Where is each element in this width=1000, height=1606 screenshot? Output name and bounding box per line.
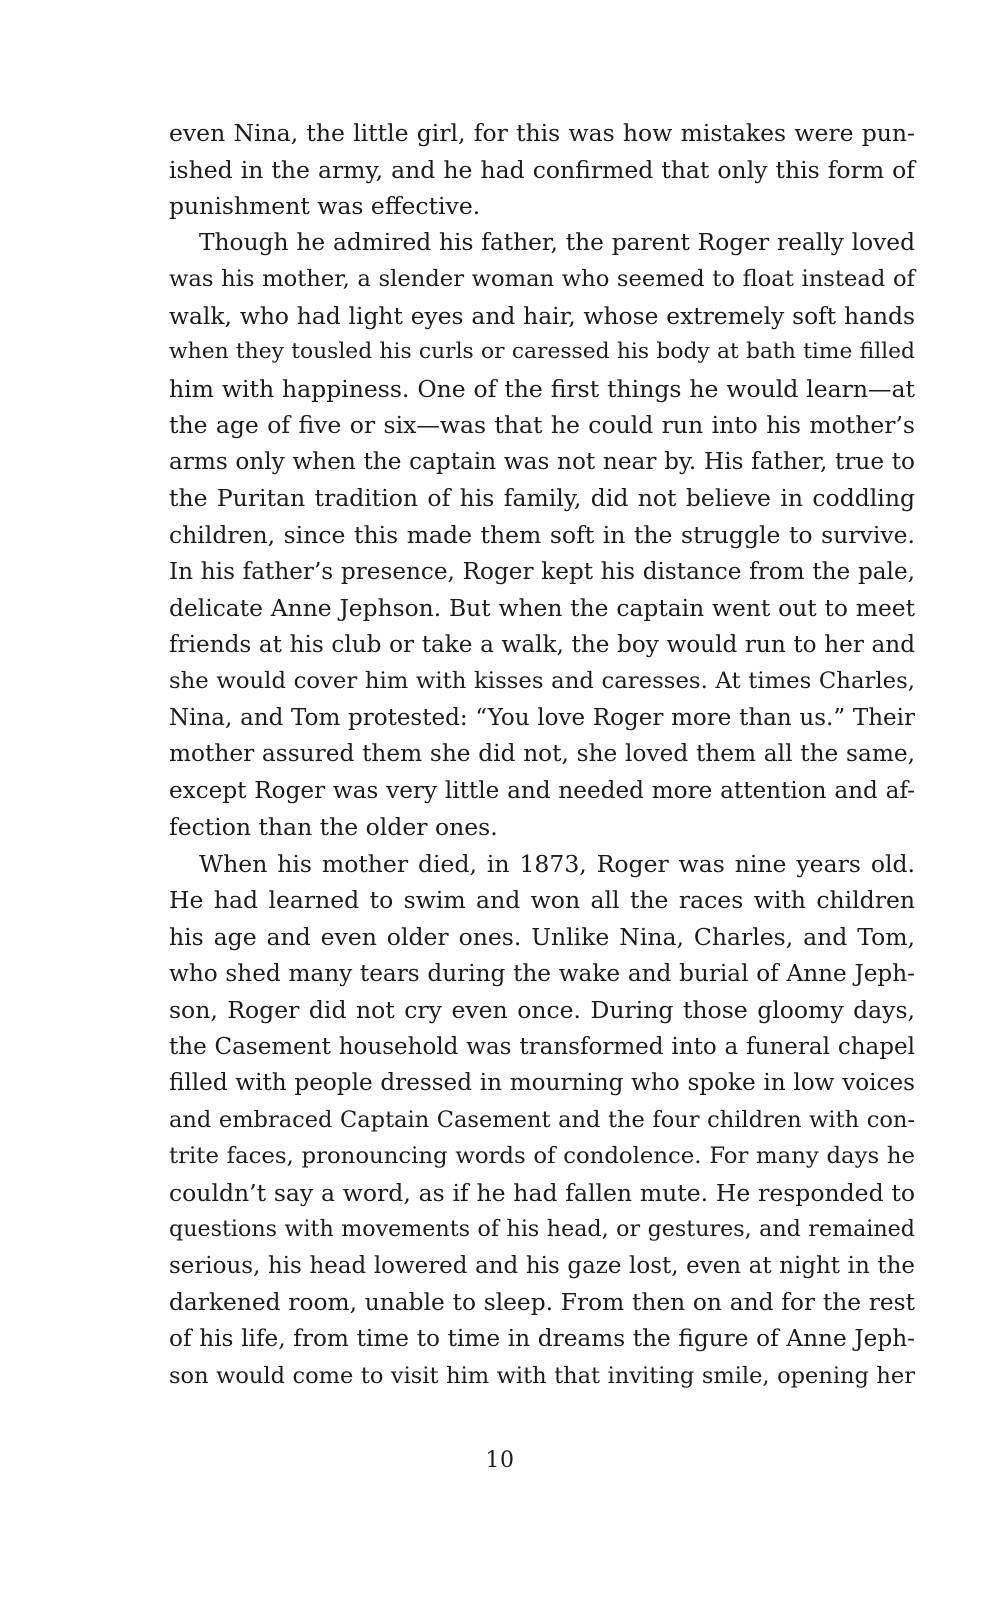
text-line: Nina, and Tom protested: “You love Roger more than us.” Their <box>169 704 915 731</box>
text-line: was his mother, a slender woman who seemed to float instead of <box>169 266 915 293</box>
text-line: ished in the army, and he had confirmed that only this form of <box>169 155 915 184</box>
text-line: who shed many tears during the wake and burial of Anne Jeph- <box>169 960 915 987</box>
paragraph-start-line: When his mother died, in 1873, Roger was nine years old. <box>199 849 915 878</box>
text-line: darkened room, unable to sleep. From then on and for the rest <box>169 1288 915 1316</box>
text-line: questions with movements of his head, or gestures, and remained <box>169 1216 915 1243</box>
text-line: He had learned to swim and won all the races with children <box>169 886 915 915</box>
text-line: of his life, from time to time in dreams the figure of Anne Jeph- <box>169 1325 915 1353</box>
text-line: even Nina, the little girl, for this was how mistakes were pun- <box>169 119 915 147</box>
text-line: serious, his head lowered and his gaze lost, even at night in the <box>169 1252 915 1279</box>
text-line: walk, who had light eyes and hair, whose extremely soft hands <box>169 301 915 330</box>
text-line: fection than the older ones. <box>169 813 498 842</box>
text-line: she would cover him with kisses and caresses. At times Charles, <box>169 668 915 695</box>
paragraph-start-line: Though he admired his father, the parent Roger really loved <box>199 228 915 256</box>
text-line: trite faces, pronouncing words of condolence. For many days he <box>169 1143 915 1170</box>
text-line: children, since this made them soft in the struggle to survive. <box>169 521 915 550</box>
text-line: except Roger was very little and needed more attention and af- <box>169 777 915 804</box>
text-line: punishment was effective. <box>169 192 481 221</box>
body-text <box>169 115 915 1394</box>
text-line: the Casement household was transformed into a funeral chapel <box>169 1033 915 1060</box>
text-line: him with happiness. One of the first things he would learn—at <box>169 374 915 403</box>
text-line: delicate Anne Jephson. But when the captain went out to meet <box>169 594 915 623</box>
text-line: son, Roger did not cry even once. During those gloomy days, <box>169 996 915 1025</box>
text-line: his age and even older ones. Unlike Nina, Charles, and Tom, <box>169 923 915 952</box>
text-line: mother assured them she did not, she loved them all the same, <box>169 740 915 768</box>
page-number: 10 <box>485 1448 515 1473</box>
text-line: friends at his club or take a walk, the boy would run to her and <box>169 631 915 658</box>
text-line: when they tousled his curls or caressed his body at bath time filled <box>169 339 915 365</box>
text-line: arms only when the captain was not near by. His father, true to <box>169 448 915 475</box>
text-line: son would come to visit him with that inviting smile, opening her <box>169 1362 915 1389</box>
text-line: couldn’t say a word, as if he had fallen mute. He responded to <box>169 1178 915 1207</box>
text-line: the age of five or six—was that he could run into his mother’s <box>169 411 915 440</box>
text-line: and embraced Captain Casement and the four children with con- <box>169 1106 915 1133</box>
text-line: filled with people dressed in mourning who spoke in low voices <box>169 1070 915 1097</box>
text-line: the Puritan tradition of his family, did not believe in coddling <box>169 484 915 513</box>
text-line: In his father’s presence, Roger kept his distance from the pale, <box>169 558 915 585</box>
